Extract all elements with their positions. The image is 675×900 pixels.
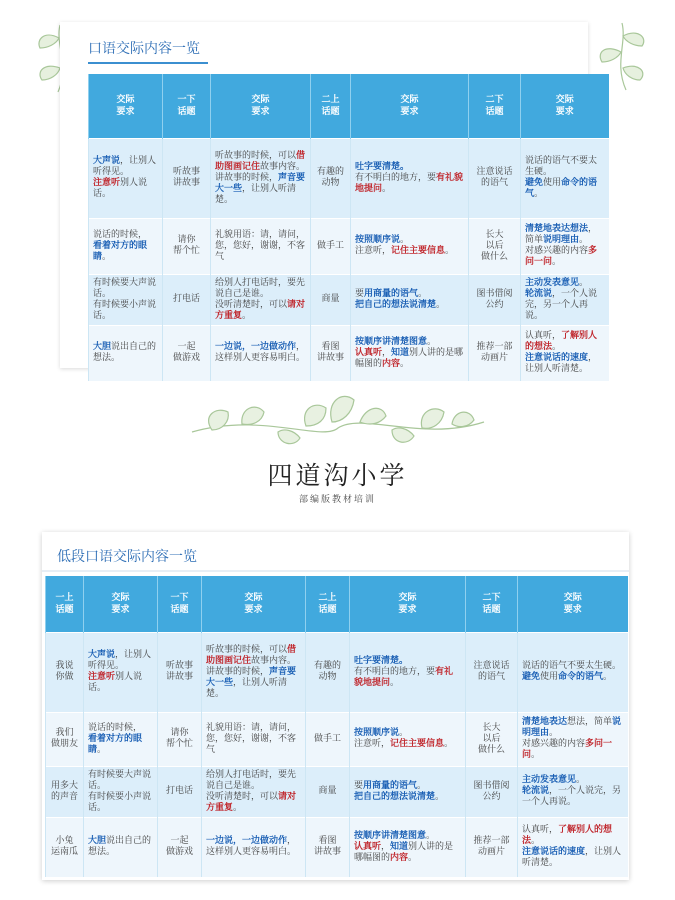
table-row [46,632,628,712]
column-header: 交际 要求 [351,74,469,138]
emphasis-blue: 注意说话的速度 [525,353,589,364]
emphasis-blue: 注意说话的速度 [522,847,586,858]
emphasis-blue: 把自己的想法说清楚 [354,791,436,802]
table-cell: 打电话 [163,274,211,325]
table-header-row [89,74,609,138]
column-header: 交际 要求 [89,74,163,138]
table-cell: 说话的时候， 看着对方的眼睛。 [84,712,158,766]
emphasis-blue: 用商量的语气 [364,288,419,299]
column-header: 交际 要求 [84,576,158,632]
leaf-vine-icon [182,382,494,454]
top-table-panel [60,22,598,375]
column-header: 二上 话题 [311,74,351,138]
table-cell: 做手工 [311,218,351,274]
emphasis-red: 多问一问 [522,739,613,760]
table-cell: 商量 [311,274,351,325]
table-cell: 我说 你做 [46,632,84,712]
table-cell: 大胆说出自己的想法。 [89,325,163,381]
emphasis-blue: 把自己的想法说清楚 [355,299,437,310]
column-header: 交际 要求 [518,576,628,632]
table-cell: 礼貌用语：请，请问，您，您好，谢谢，不客气 [211,218,311,274]
table-row [89,325,609,381]
panel-title: 口语交际内容一览 [88,41,200,57]
column-header: 交际 要求 [202,576,306,632]
emphasis-red: 有礼貌地提问 [355,172,464,194]
emphasis-blue: 清楚地表达想法 [525,224,589,234]
column-header: 交际 要求 [350,576,466,632]
table-cell: 做手工 [306,712,350,766]
table-cell: 按顺序讲清楚图意。 认真听，知道别人讲的是哪幅图的内容。 [350,817,466,877]
emphasis-blue: 主动发表意见 [525,277,580,288]
emphasis-red: 注意听 [93,178,121,188]
table-cell: 看图 讲故事 [306,817,350,877]
table-cell: 请你 帮个忙 [158,712,202,766]
training-subtitle: 部编版教材培训 [298,495,376,505]
emphasis-blue: 大胆 [93,342,112,353]
table-cell: 主动发表意见。 轮流说，一个人说完，另一个人再说。 [518,766,628,817]
emphasis-blue: 吐字要清楚。 [354,655,409,666]
table-cell: 要用商量的语气。 把自己的想法说清楚。 [350,766,466,817]
communication-table [45,576,628,877]
table-cell: 图书借阅 公约 [469,274,521,325]
emphasis-blue: 主动发表意见 [522,775,577,785]
emphasis-red: 请对方重复 [215,299,306,321]
table-row [89,218,609,274]
table-cell: 按照顺序说。 注意听，记住主要信息。 [350,712,466,766]
emphasis-red: 记住主要信息 [390,739,445,749]
communication-table [88,74,609,381]
table-cell: 听故事 讲故事 [163,138,211,218]
table-cell: 推荐一部 动画片 [469,325,521,381]
table-cell: 清楚地表达想法，简单说明理由。 对感兴趣的内容多问一问。 [518,712,628,766]
table-cell: 长大 以后 做什么 [466,712,518,766]
emphasis-red: 了解别人的想法 [525,331,598,353]
column-header: 一上 话题 [46,576,84,632]
table-row [89,138,609,218]
emphasis-blue: 轮流说 [525,288,553,299]
table-cell: 听故事的时候，可以借助图画记住故事内容。 讲故事的时候，声音要大一些，让别人听清楚。 [202,632,306,712]
table-cell: 图书借阅 公约 [466,766,518,817]
table-cell: 大声说，让别人听得见。 注意听别人说话。 [89,138,163,218]
emphasis-blue: 用商量的语气 [363,780,418,791]
table-row [89,274,609,325]
table-cell: 吐字要清楚。 有不明白的地方，要有礼貌地提问。 [351,138,469,218]
emphasis-blue: 说明理由 [522,717,622,738]
table-cell: 有趣的 动物 [306,632,350,712]
column-header: 二上 话题 [306,576,350,632]
emphasis-blue: 知道 [390,841,409,852]
table-cell: 礼貌用语：请，请问，您，您好，谢谢，不客气 [202,712,306,766]
emphasis-blue: 清楚地表达 [522,717,568,727]
emphasis-blue: 按顺序讲清楚图意 [355,336,428,347]
table-cell: 一边说，一边做动作，这样别人更容易明白。 [211,325,311,381]
emphasis-red: 请对方重复 [206,791,297,813]
emphasis-blue: 按照顺序说 [354,728,400,738]
emphasis-blue: 大声说 [93,156,121,166]
emphasis-red: 记住主要信息 [391,246,446,256]
table-cell: 长大 以后 做什么 [469,218,521,274]
panel-title: 低段口语交际内容一览 [57,549,197,565]
emphasis-blue: 吐字要清楚。 [355,161,410,172]
column-header: 二下 话题 [469,74,521,138]
emphasis-blue: 避免 [522,672,541,682]
column-header: 一下 话题 [158,576,202,632]
emphasis-blue: 说明理由 [543,235,580,245]
emphasis-red: 内容 [382,358,401,369]
emphasis-blue: 避免 [525,178,544,188]
table-cell: 注意说话 的语气 [469,138,521,218]
emphasis-red: 借助图画记住 [215,150,306,172]
table-cell: 一边说，一边做动作，这样别人更容易明白。 [202,817,306,877]
table-cell: 主动发表意见。 轮流说，一个人说完，另一个人再说。 [521,274,609,325]
school-name: 四道沟小学 [267,461,408,490]
column-header: 二下 话题 [466,576,518,632]
table-cell: 要用商量的语气。 把自己的想法说清楚。 [351,274,469,325]
emphasis-blue: 大声说 [88,650,116,660]
column-header: 一下 话题 [163,74,211,138]
emphasis-blue: 命令的语气 [525,178,598,199]
table-cell: 听故事 讲故事 [158,632,202,712]
table-cell: 按顺序讲清楚图意。 认真听，知道别人讲的是哪幅图的内容。 [351,325,469,381]
table-cell: 打电话 [158,766,202,817]
table-cell: 说话的语气不要太生硬。 避免使用命令的语气。 [518,632,628,712]
table-cell: 清楚地表达想法，简单说明理由。 对感兴趣的内容多问一问。 [521,218,609,274]
emphasis-blue: 看着对方的眼睛 [88,733,143,755]
emphasis-blue: 一边说，一边做动作 [206,836,288,847]
table-cell: 吐字要清楚。 有不明白的地方，要有礼貌地提问。 [350,632,466,712]
emphasis-red: 有礼貌地提问 [354,666,454,688]
emphasis-blue: 大胆 [88,836,107,847]
table-cell: 大声说，让别人听得见。 注意听别人说话。 [84,632,158,712]
table-cell: 我们 做朋友 [46,712,84,766]
table-cell: 一起 做游戏 [158,817,202,877]
emphasis-blue: 一边说，一边做动作 [215,342,297,353]
bottom-table-panel [42,532,629,880]
emphasis-blue: 按照顺序说 [355,235,401,245]
table-row [46,817,628,877]
table-cell: 按照顺序说。 注意听，记住主要信息。 [351,218,469,274]
table-row [46,766,628,817]
emphasis-red: 多问一问 [525,246,598,267]
table-cell: 小兔 运南瓜 [46,817,84,877]
table-cell: 说话的语气不要太生硬。 避免使用命令的语气。 [521,138,609,218]
emphasis-red: 认真听 [355,347,383,358]
table-cell: 有时候要大声说话。 有时候要小声说话。 [84,766,158,817]
column-header: 交际 要求 [211,74,311,138]
table-cell: 说话的时候， 看着对方的眼睛。 [89,218,163,274]
table-cell: 大胆说出自己的想法。 [84,817,158,877]
table-row [46,712,628,766]
emphasis-red: 了解别人的想法 [522,825,613,847]
emphasis-red: 认真听 [354,841,382,852]
emphasis-blue: 知道 [391,347,410,358]
table-cell: 认真听，了解别人的想法。 注意说话的速度，让别人听清楚。 [521,325,609,381]
table-cell: 用多大 的声音 [46,766,84,817]
table-cell: 有趣的 动物 [311,138,351,218]
table-cell: 一起 做游戏 [163,325,211,381]
table-cell: 商量 [306,766,350,817]
table-cell: 有时候要大声说话。 有时候要小声说话。 [89,274,163,325]
emphasis-blue: 声音要大一些 [215,172,306,194]
emphasis-blue: 声音要大一些 [206,666,297,688]
table-cell: 认真听，了解别人的想法。 注意说话的速度，让别人听清楚。 [518,817,628,877]
emphasis-red: 借助图画记住 [206,644,297,666]
emphasis-blue: 轮流说 [522,786,550,796]
table-cell: 给别人打电话时，要先说自己是谁。 没听清楚时，可以请对方重复。 [211,274,311,325]
emphasis-red: 注意听 [88,672,116,682]
table-cell: 推荐一部 动画片 [466,817,518,877]
table-header-row [46,576,628,632]
table-cell: 听故事的时候，可以借助图画记住故事内容。 讲故事的时候，声音要大一些，让别人听清楚。 [211,138,311,218]
emphasis-red: 内容 [390,852,409,863]
emphasis-blue: 按顺序讲清楚图意 [354,830,427,841]
emphasis-blue: 命令的语气 [558,672,604,682]
column-header: 交际 要求 [521,74,609,138]
table-cell: 请你 帮个忙 [163,218,211,274]
table-cell: 看图 讲故事 [311,325,351,381]
title-underline [88,62,208,64]
table-cell: 注意说话 的语气 [466,632,518,712]
table-cell: 给别人打电话时，要先说自己是谁。 没听清楚时，可以请对方重复。 [202,766,306,817]
emphasis-blue: 看着对方的眼睛 [93,240,148,262]
title-underline [42,570,629,572]
